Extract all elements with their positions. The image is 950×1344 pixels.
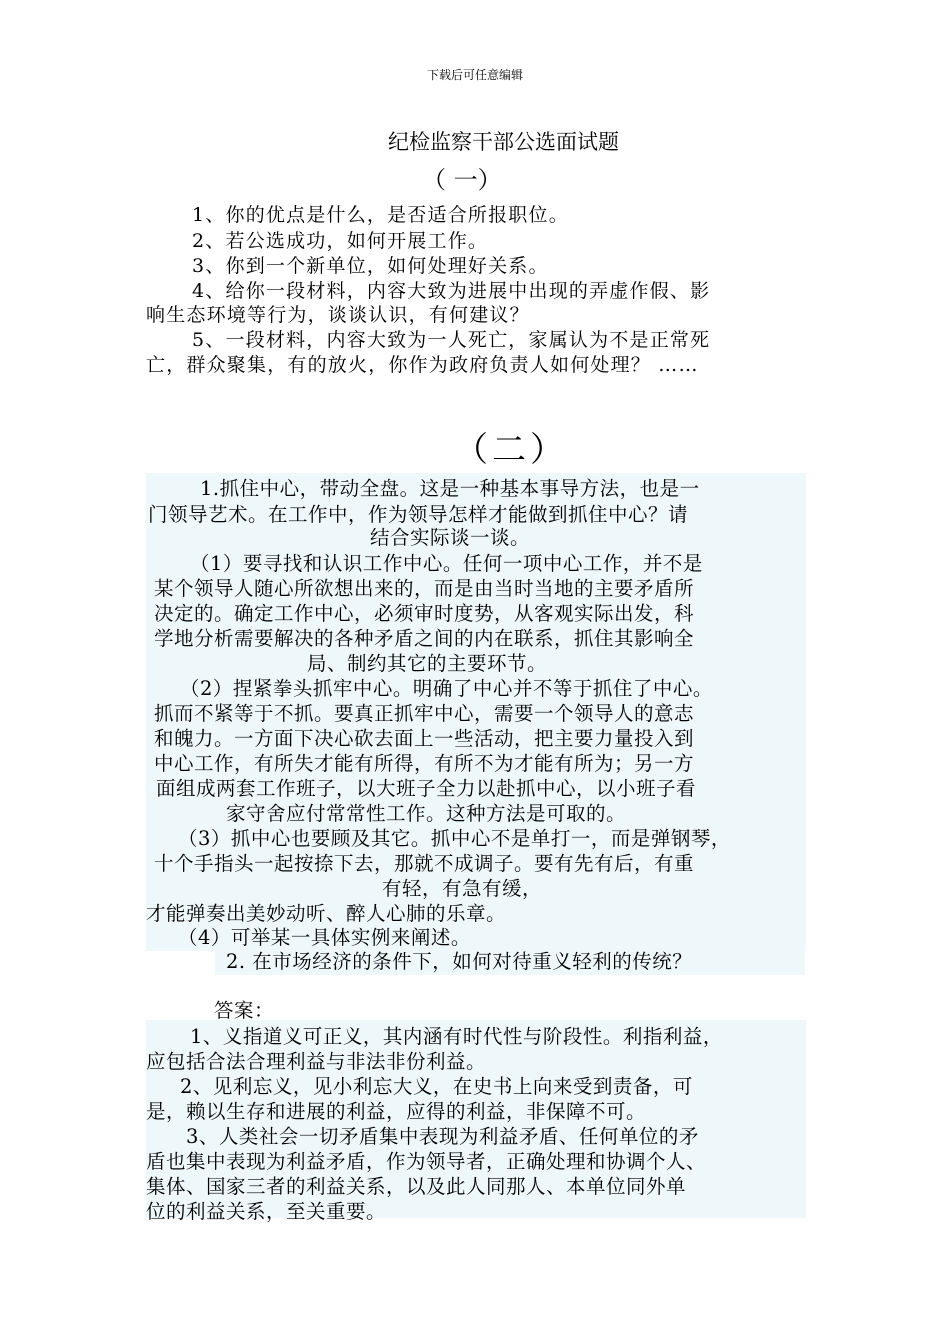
question-line: 5、一段材料，内容大致为一人死亡，家属认为不是正常死 — [192, 329, 711, 351]
answer-line: 家守舍应付常常性工作。这种方法是可取的。 — [226, 802, 627, 825]
question-line: 响生态环境等行为，谈谈认识，有何建议？ — [146, 304, 530, 326]
answer-line: 有轻，有急有缓， — [382, 877, 543, 900]
answer-line: 面组成两套工作班子，以大班子全力以赴抓中心，以小班子看 — [156, 777, 697, 800]
answer-line: 局、制约其它的主要环节。 — [307, 652, 548, 675]
question-line: 2. 在市场经济的条件下，如何对待重义轻利的传统？ — [226, 950, 693, 973]
answer-line: （2）捏紧拳头抓牢中心。明确了中心并不等于抓住了中心。 — [180, 677, 713, 700]
answer-line: 盾也集中表现为利益矛盾，作为领导者，正确处理和协调个人、 — [146, 1150, 707, 1173]
answer-line: 抓而不紧等于不抓。要真正抓牢中心，需要一个领导人的意志 — [154, 702, 695, 725]
answer-line: 位的利益关系，至关重要。 — [146, 1200, 387, 1223]
question-line: 4、给你一段材料，内容大致为进展中出现的弄虚作假、影 — [192, 280, 711, 302]
answer-line: 集体、国家三者的利益关系，以及此人同那人、本单位同外单 — [146, 1175, 687, 1198]
answer-line: （3）抓中心也要顾及其它。抓中心不是单打一，而是弹钢琴， — [178, 827, 731, 850]
question-line: 3、你到一个新单位，如何处理好关系。 — [192, 255, 549, 277]
answer-label: 答案： — [214, 999, 275, 1022]
answer-line: 1.抓住中心，带动全盘。这是一种基本事导方法，也是一 — [200, 477, 700, 500]
question-line: 1、你的优点是什么，是否适合所报职位。 — [192, 204, 569, 226]
answer-line: 3、人类社会一切矛盾集中表现为利益矛盾、任何单位的矛 — [186, 1125, 699, 1148]
answer-line: 中心工作，有所失才能有所得，有所不为才能有所为；另一方 — [154, 752, 695, 775]
answer-line: 十个手指头一起按捺下去，那就不成调子。要有先有后，有重 — [154, 852, 695, 875]
question-line: 亡，群众聚集，有的放火，你作为政府负责人如何处理？ …… — [146, 354, 699, 376]
answer-line: 门领导艺术。在工作中，作为领导怎样才能做到抓住中心？请 — [148, 503, 689, 526]
answer-line: 才能弹奏出美妙动听、醉人心肺的乐章。 — [146, 902, 507, 925]
answer-line: （4）可举某一具体实例来阐述。 — [178, 926, 471, 949]
answer-line: 某个领导人随心所欲想出来的，而是由当时当地的主要矛盾所 — [154, 577, 695, 600]
answer-line: 结合实际谈一谈。 — [370, 526, 531, 549]
answer-line: （1）要寻找和认识工作中心。任何一项中心工作，并不是 — [190, 552, 703, 575]
document-title: 纪检监察干部公选面试题 — [388, 130, 619, 154]
answer-line: 1、义指道义可正义，其内涵有时代性与阶段性。利指利益， — [190, 1025, 723, 1048]
answer-line: 2、见利忘义，见小利忘大义，在史书上向来受到责备，可 — [180, 1075, 693, 1098]
answer-line: 决定的。确定工作中心，必须审时度势，从客观实际出发，科 — [154, 602, 695, 625]
answer-line: 应包括合法合理利益与非法非份利益。 — [146, 1050, 487, 1073]
answer-line: 学地分析需要解决的各种矛盾之间的内在联系，抓住其影响全 — [154, 627, 695, 650]
question-line: 2、若公选成功，如何开展工作。 — [192, 230, 489, 252]
section-heading-2: （二） — [454, 430, 568, 470]
section-heading-1: （ 一） — [422, 166, 502, 194]
page-header: 下载后可任意编辑 — [426, 68, 523, 82]
answer-line: 是，赖以生存和进展的利益，应得的利益，非保障不可。 — [146, 1100, 647, 1123]
answer-line: 和魄力。一方面下决心砍去面上一些活动，把主要力量投入到 — [154, 727, 695, 750]
